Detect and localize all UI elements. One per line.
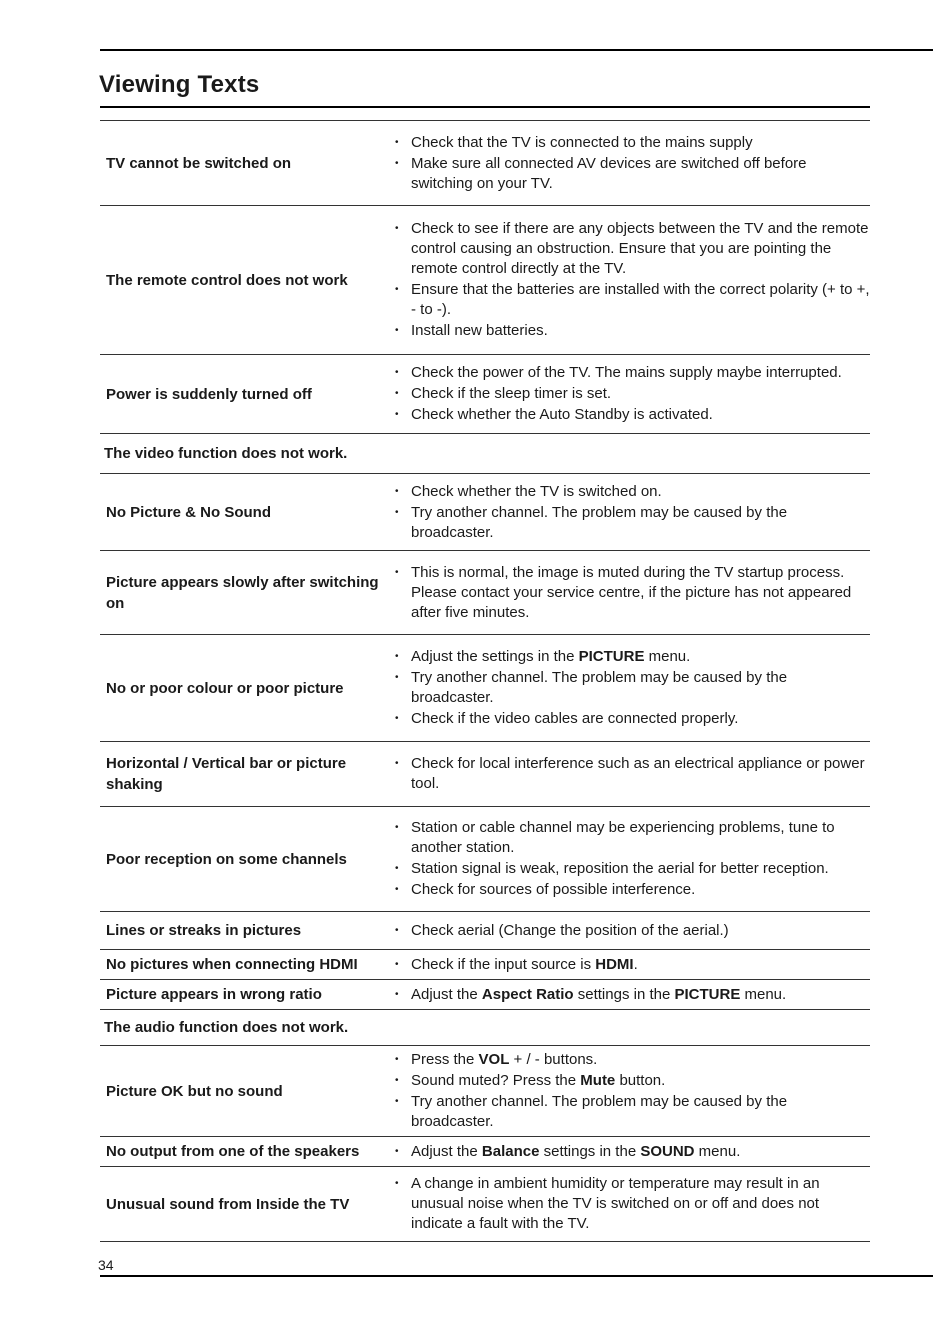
table-row [100, 474, 870, 551]
issue-label: No or poor colour or poor picture [106, 679, 344, 697]
list-item: • Check if the video cables are connected properly. [383, 709, 870, 729]
fix-list [383, 206, 870, 354]
list-item: • Check whether the TV is switched on. [383, 482, 870, 502]
table-row [100, 807, 870, 912]
list-item: • Try another channel. The problem may be caused by the broadcaster. [383, 1092, 870, 1132]
list-item: • Check whether the Auto Standby is activated. [383, 405, 870, 425]
section-heading-video: The video function does not work. [100, 434, 870, 474]
table-row [100, 1137, 870, 1167]
table-row [100, 1167, 870, 1242]
list-item: • A change in ambient humidity or temperature may result in an unusual noise when the TV is switched on or off and does not indicate a fault with the TV. [383, 1174, 870, 1234]
fix-list [383, 474, 870, 550]
issue-label: Lines or streaks in pictures [106, 922, 302, 939]
list-item: • Try another channel. The problem may be caused by the broadcaster. [383, 503, 870, 543]
table-row [100, 551, 870, 635]
issue-label: No output from one of the speakers [106, 1143, 360, 1160]
fix-list [383, 121, 870, 205]
issue-label: Picture OK but no sound [106, 1082, 283, 1100]
bottom-rule [100, 1275, 933, 1277]
troubleshooting-table [100, 120, 870, 1242]
list-item: • Make sure all connected AV devices are switched off before switching on your TV. [383, 154, 870, 194]
issue-label: No pictures when connecting HDMI [106, 956, 358, 973]
table-row [100, 950, 870, 980]
list-item: • Sound muted? Press the Mute button. [383, 1071, 870, 1091]
issue-label: Picture appears slowly after switching on [106, 573, 379, 612]
list-item: • Try another channel. The problem may be caused by the broadcaster. [383, 668, 870, 708]
section-heading-audio: The audio function does not work. [100, 1010, 870, 1046]
fix-list [383, 551, 870, 634]
list-item: • Adjust the Balance settings in the SOUND menu. [383, 1142, 870, 1162]
table-row [100, 355, 870, 434]
table-row [100, 1046, 870, 1137]
top-rule [100, 49, 933, 51]
issue-label: Unusual sound from Inside the TV [106, 1195, 350, 1213]
list-item: • Check for sources of possible interference. [383, 880, 870, 900]
issue-label: TV cannot be switched on [106, 154, 292, 172]
fix-list [383, 1137, 870, 1166]
fix-list [383, 807, 870, 911]
list-item: • Check the power of the TV. The mains supply maybe interrupted. [383, 363, 870, 383]
fix-list [383, 980, 870, 1009]
list-item: • Check aerial (Change the position of the aerial.) [383, 921, 870, 941]
list-item: • Install new batteries. [383, 321, 870, 341]
fix-list [383, 1167, 870, 1241]
list-item: • Check to see if there are any objects between the TV and the remote control causing an obstruction. Ensure that you are pointing the remote control directly at the TV. [383, 219, 870, 279]
list-item: • Check if the sleep timer is set. [383, 384, 870, 404]
page-number: 34 [98, 1257, 114, 1273]
list-item: • Station or cable channel may be experiencing problems, tune to another station. [383, 818, 870, 858]
list-item: • Adjust the settings in the PICTURE menu. [383, 647, 870, 667]
list-item: • Check for local interference such as an electrical appliance or power tool. [383, 754, 870, 794]
list-item: • Ensure that the batteries are installed with the correct polarity (+ to +, - to -). [383, 280, 870, 320]
page-title: Viewing Texts [99, 71, 260, 98]
table-row [100, 121, 870, 206]
issue-label: Picture appears in wrong ratio [106, 986, 322, 1003]
list-item: • Adjust the Aspect Ratio settings in the PICTURE menu. [383, 985, 870, 1005]
fix-list [383, 1046, 870, 1136]
table-row [100, 206, 870, 355]
fix-list [383, 635, 870, 741]
table-row [100, 742, 870, 807]
list-item: • Press the VOL + / - buttons. [383, 1050, 870, 1070]
issue-label: The remote control does not work [106, 271, 348, 289]
fix-list [383, 950, 870, 979]
fix-list [383, 912, 870, 949]
table-row [100, 980, 870, 1010]
fix-list [383, 355, 870, 433]
table-row [100, 912, 870, 950]
list-item: • This is normal, the image is muted during the TV startup process. Please contact your service centre, if the picture has not appeared after five minutes. [383, 563, 870, 623]
list-item: • Check that the TV is connected to the mains supply [383, 133, 870, 153]
issue-label: Poor reception on some channels [106, 850, 347, 868]
list-item: • Station signal is weak, reposition the aerial for better reception. [383, 859, 870, 879]
title-rule [100, 106, 870, 108]
table-row [100, 635, 870, 742]
list-item: • Check if the input source is HDMI. [383, 955, 870, 975]
issue-label: Power is suddenly turned off [106, 385, 312, 403]
issue-label: No Picture & No Sound [106, 503, 271, 521]
issue-label: Horizontal / Vertical bar or picture shaking [106, 755, 347, 793]
fix-list [383, 742, 870, 806]
